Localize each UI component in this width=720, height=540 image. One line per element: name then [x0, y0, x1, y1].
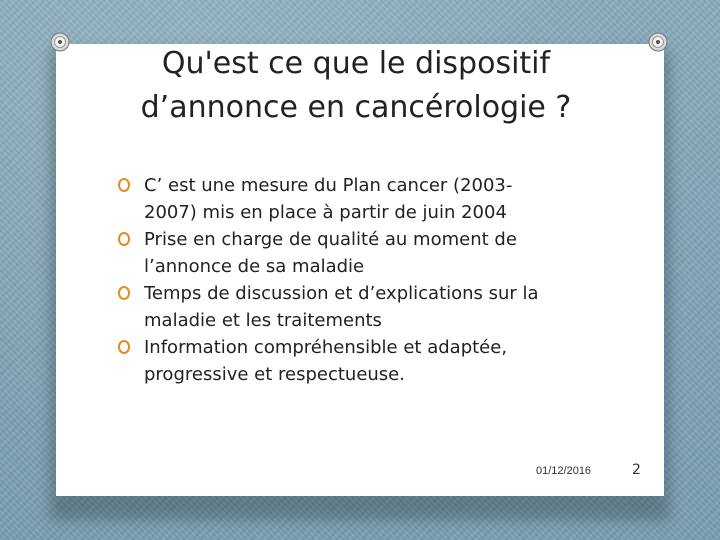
bullet-text-line: Information compréhensible et adaptée,	[144, 337, 508, 358]
pushpin-icon	[48, 30, 72, 54]
ring-bullet-icon	[118, 232, 130, 246]
bullet-item	[118, 334, 608, 388]
ring-bullet-icon	[118, 178, 130, 192]
bullet-list	[118, 172, 608, 388]
bullet-text-line: maladie et les traitements	[144, 310, 382, 331]
ring-bullet-icon	[118, 286, 130, 300]
bullet-text-line: Prise en charge de qualité au moment de	[144, 229, 517, 250]
bullet-text-line: 2007) mis en place à partir de juin 2004	[144, 202, 507, 223]
bullet-text-line: progressive et respectueuse.	[144, 364, 405, 385]
ring-bullet-icon	[118, 340, 130, 354]
slide-title-line: d’annonce en cancérologie ?	[140, 90, 572, 125]
slide-title	[96, 42, 616, 130]
bullet-text-line: C’ est une mesure du Plan cancer (2003-	[144, 175, 513, 196]
bullet-item	[118, 226, 608, 280]
pushpin-icon	[646, 30, 670, 54]
page-number: 2	[632, 462, 641, 478]
slide-date: 01/12/2016	[536, 465, 592, 477]
bullet-text-line: Temps de discussion et d’explications sur la	[144, 283, 539, 304]
bullet-item	[118, 172, 608, 226]
bullet-text-line: l’annonce de sa maladie	[144, 256, 365, 277]
bullet-item	[118, 280, 608, 334]
slide-title-line: Qu'est ce que le dispositif	[161, 46, 551, 81]
